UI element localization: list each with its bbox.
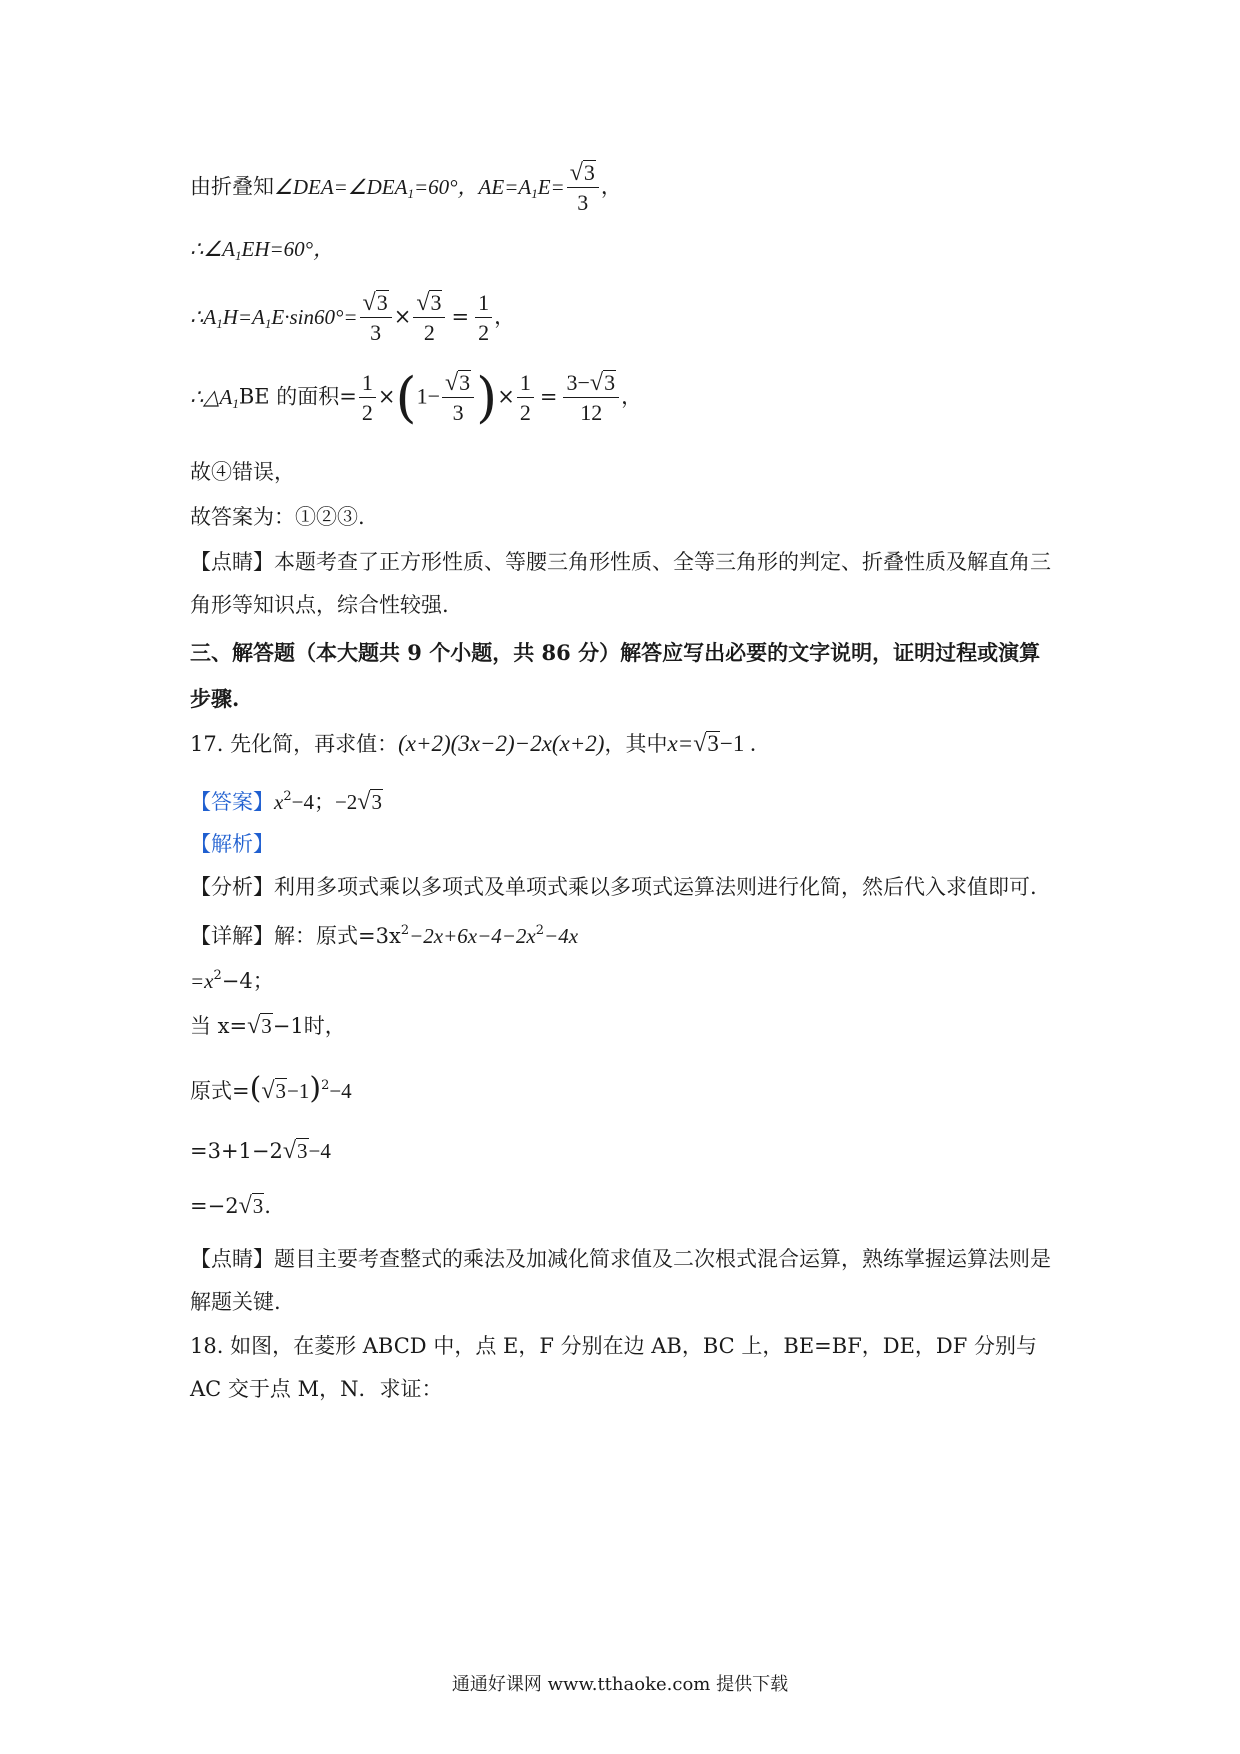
denominator: 2 xyxy=(361,400,373,425)
radicand: 3 xyxy=(459,370,471,395)
left-paren: ( xyxy=(395,366,417,429)
question-18: 18. 如图，在菱形 ABCD 中，点 E，F 分别在边 AB，BC 上，BE=BF，DE，DF 分别与 AC 交于点 M，N．求证： xyxy=(190,1334,1038,1401)
text: 原式= xyxy=(190,1079,250,1103)
numerator: 1 xyxy=(475,290,492,318)
radicand: 3 xyxy=(376,290,388,315)
math: E= xyxy=(537,174,565,199)
comment-paragraph-2: 【点睛】题目主要考查整式的乘法及加减化简求值及二次根式混合运算，熟练掌握运算法则是解题关键. xyxy=(190,1247,1051,1314)
step-area xyxy=(190,366,643,429)
math: −4； xyxy=(221,969,274,993)
subscript: 1 xyxy=(232,395,239,411)
detail-step-2 xyxy=(190,962,274,995)
math: 1− xyxy=(416,383,440,409)
math: x xyxy=(274,790,284,814)
step-fold-angles xyxy=(190,160,622,216)
denominator: 2 xyxy=(423,320,435,345)
math: −2x+6x−4−2x xyxy=(409,924,536,948)
radicand: 3 xyxy=(275,1079,286,1103)
detail-step-1 xyxy=(190,917,578,950)
detail-step-6: =−2 √ 3 . xyxy=(190,1193,271,1219)
fraction xyxy=(517,370,534,426)
text: ， xyxy=(600,174,622,199)
fraction xyxy=(475,290,492,346)
fraction: √ 3 3 xyxy=(442,370,474,426)
text: BE 的面积= xyxy=(238,384,357,409)
math: (x+2)(3x−2)−2x(x+2) xyxy=(398,731,605,756)
answer-label: 【答案】 xyxy=(190,790,274,814)
text: ， xyxy=(621,384,643,409)
superscript: 2 xyxy=(535,923,545,938)
right-paren: ) xyxy=(476,366,498,429)
detail-step-4: 原式=( √ 3 −1)$^2$−4 xyxy=(190,1071,352,1106)
math: 3− xyxy=(566,370,590,395)
denominator: 3 xyxy=(577,190,589,215)
denominator: 3 xyxy=(370,320,382,345)
operator: × xyxy=(393,304,412,329)
math: ∴A xyxy=(190,304,217,329)
text: 【详解】解：原式=3x xyxy=(190,924,401,948)
math: =60°，AE=A xyxy=(413,174,532,199)
fraction: √ 3 3 xyxy=(567,160,599,216)
analysis-text: 【分析】利用多项式乘以多项式及单项式乘以多项式运算法则进行化简，然后代入求值即可. xyxy=(190,875,1037,899)
denominator: 12 xyxy=(580,400,603,425)
math: ∴∠A xyxy=(190,237,236,261)
subscript: 1 xyxy=(264,315,272,331)
subscript: 1 xyxy=(235,248,242,263)
math: −1 . xyxy=(719,731,756,756)
radicand: 3 xyxy=(261,1014,272,1038)
text: −1时， xyxy=(272,1014,346,1038)
math: ∠DEA=∠DEA xyxy=(274,174,408,199)
radicand: 3 xyxy=(583,160,595,185)
operator: = xyxy=(539,384,558,409)
operator: × xyxy=(377,384,396,409)
detail-step-5: =3+1−2 √ 3 −4 xyxy=(190,1138,331,1164)
radicand: 3 xyxy=(430,290,442,315)
page-footer: 通通好课网 www.tthaoke.com 提供下载 xyxy=(451,1674,789,1695)
fraction: √ 3 2 xyxy=(413,290,445,346)
numerator: 1 xyxy=(517,370,534,398)
step-a1h xyxy=(190,290,515,346)
math: EH=60°， xyxy=(241,237,335,261)
conclusion-4-wrong: 故④错误， xyxy=(190,460,295,484)
denominator: 2 xyxy=(478,320,490,345)
radicand: 3 xyxy=(297,1139,308,1163)
superscript: 2 xyxy=(283,789,292,804)
step-angle-a1eh xyxy=(190,235,334,270)
math: −4 xyxy=(329,1079,352,1103)
fraction: √ 3 3 xyxy=(360,290,392,346)
operator: × xyxy=(497,384,515,409)
math: =3+1−2 xyxy=(190,1139,283,1163)
fraction xyxy=(359,370,376,426)
subscript: 1 xyxy=(407,185,414,201)
math: −1 xyxy=(287,1079,310,1103)
text: 由折叠知 xyxy=(190,174,274,199)
fraction: 3− √ 3 12 xyxy=(563,370,619,426)
subscript: 1 xyxy=(216,315,223,331)
radicand: 3 xyxy=(371,790,382,814)
math: x= xyxy=(667,731,694,756)
question-17: 17. 先化简，再求值：(x+2)(3x−2)−2x(x+2)，其中x= √ 3 −1 . xyxy=(190,731,756,757)
text: . xyxy=(264,1194,271,1218)
radicand: 3 xyxy=(707,731,719,756)
detail-step-3: 当 x= √ 3 −1时， xyxy=(190,1013,346,1039)
comment-paragraph: 【点睛】本题考查了正方形性质、等腰三角形性质、全等三角形的判定、折叠性质及解直角三角形等知识点，综合性较强. xyxy=(190,550,1051,617)
radicand: 3 xyxy=(252,1194,264,1218)
operator: = xyxy=(451,304,470,329)
answer-summary: 故答案为：①②③. xyxy=(190,505,365,529)
math: H=A xyxy=(222,304,265,329)
analysis-label: 【解析】 xyxy=(190,832,274,856)
math: −4；−2 xyxy=(291,790,358,814)
superscript: 2 xyxy=(213,968,222,983)
section-heading: 三、解答题（本大题共 9 个小题，共 86 分）解答应写出必要的文字说明，证明过程或演算步骤. xyxy=(190,640,1041,711)
answer-17: 【答案】$x^2-4$；−2 √ 3 xyxy=(190,789,382,815)
radicand: 3 xyxy=(604,370,616,395)
math: =−2 xyxy=(190,1194,239,1218)
denominator: 3 xyxy=(452,400,464,425)
superscript: 2 xyxy=(321,1078,330,1093)
subscript: 1 xyxy=(531,185,538,201)
math: ∴△A xyxy=(190,384,233,409)
math: E·sin60°= xyxy=(271,304,358,329)
math: −4 xyxy=(308,1139,331,1163)
math: −4x xyxy=(544,924,579,948)
denominator: 2 xyxy=(519,400,531,425)
math: =x xyxy=(190,969,214,993)
text: 当 x= xyxy=(190,1014,248,1038)
text: 17. 先化简，再求值： xyxy=(190,732,399,756)
numerator: 1 xyxy=(359,370,376,398)
text: ， xyxy=(494,304,516,329)
superscript: 2 xyxy=(400,923,410,938)
text: ，其中 xyxy=(604,732,668,756)
